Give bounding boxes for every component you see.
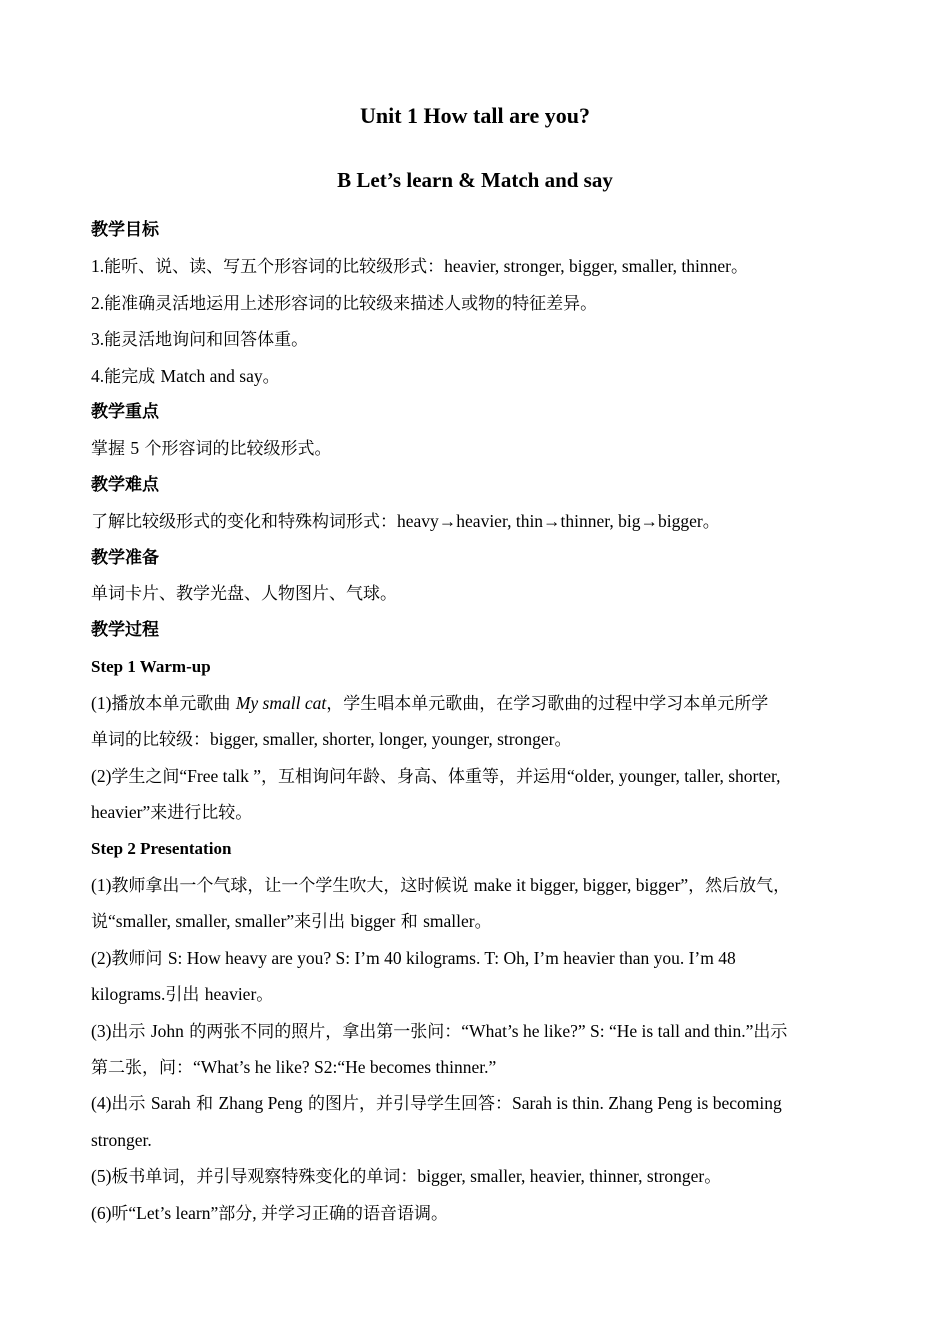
page-title: Unit 1 How tall are you? [360, 103, 590, 128]
lesson-body [91, 212, 871, 1231]
step2-paragraph-1-line-1: (1)教师拿出一个气球，让一个学生吹大，这时候说 make it bigger, bigger, bigger”，然后放气， [91, 875, 791, 897]
objective-item-2: 2.能准确灵活地运用上述形容词的比较级来描述人或物的特征差异。 [91, 292, 598, 314]
process-heading: 教学过程 [91, 620, 159, 641]
key-points-heading: 教学重点 [91, 401, 159, 422]
step1-paragraph-1-line-2: 单词的比较级：bigger, smaller, shorter, longer, younger, stronger。 [91, 729, 572, 751]
objectives-heading: 教学目标 [91, 220, 159, 240]
step2-paragraph-2-line-2: kilograms.引出 heavier。 [91, 984, 274, 1006]
step2-paragraph-3-line-2: 第二张，问：“What’s he like? S2:“He becomes thinner.” [91, 1056, 497, 1078]
step1-heading: Step 1 Warm-up [91, 656, 211, 676]
step2-paragraph-6: (6)听“Let’s learn”部分, 并学习正确的语音语调。 [91, 1202, 449, 1224]
step1-paragraph-2-line-2: heavier”来进行比较。 [91, 802, 253, 824]
preparation-heading: 教学准备 [91, 547, 159, 568]
key-points-text: 掌握 5 个形容词的比较级形式。 [91, 438, 332, 460]
objective-item-4: 4.能完成 Match and say。 [91, 365, 280, 387]
preparation-text: 单词卡片、教学光盘、人物图片、气球。 [91, 583, 397, 604]
step2-paragraph-3-line-1: (3)出示 John 的两张不同的照片，拿出第一张问：“What’s he like?” S: “He is tall and thin.”出示 [91, 1020, 788, 1042]
difficulties-heading: 教学难点 [91, 474, 159, 495]
difficulties-text: 了解比较级形式的变化和特殊构词形式：heavy→heavier, thin→thinner, big→bigger。 [91, 511, 720, 533]
step1-paragraph-2-line-1: (2)学生之间“Free talk ”，互相询问年龄、身高、体重等，并运用“older, younger, taller, shorter, [91, 765, 781, 787]
step2-paragraph-4-line-1: (4)出示 Sarah 和 Zhang Peng 的图片，并引导学生回答：Sarah is thin. Zhang Peng is becoming [91, 1093, 782, 1115]
page-subtitle: B Let’s learn & Match and say [337, 168, 613, 192]
objective-item-1: 1.能听、说、读、写五个形容词的比较级形式：heavier, stronger, bigger, smaller, thinner。 [91, 256, 748, 278]
step2-paragraph-2-line-1: (2)教师问 S: How heavy are you? S: I’m 40 kilograms. T: Oh, I’m heavier than you. I’m 48 [91, 947, 736, 969]
step2-paragraph-1-line-2: 说“smaller, smaller, smaller”来引出 bigger 和 smaller。 [91, 911, 492, 933]
objective-item-3: 3.能灵活地询问和回答体重。 [91, 329, 309, 351]
step2-paragraph-5: (5)板书单词，并引导观察特殊变化的单词：bigger, smaller, heavier, thinner, stronger。 [91, 1166, 722, 1188]
step2-paragraph-4-line-2: stronger. [91, 1129, 152, 1150]
step1-paragraph-1-line-1: (1)播放本单元歌曲 My small cat，学生唱本单元歌曲，在学习歌曲的过程中学习本单元所学 [91, 693, 769, 715]
step2-heading: Step 2 Presentation [91, 838, 232, 858]
